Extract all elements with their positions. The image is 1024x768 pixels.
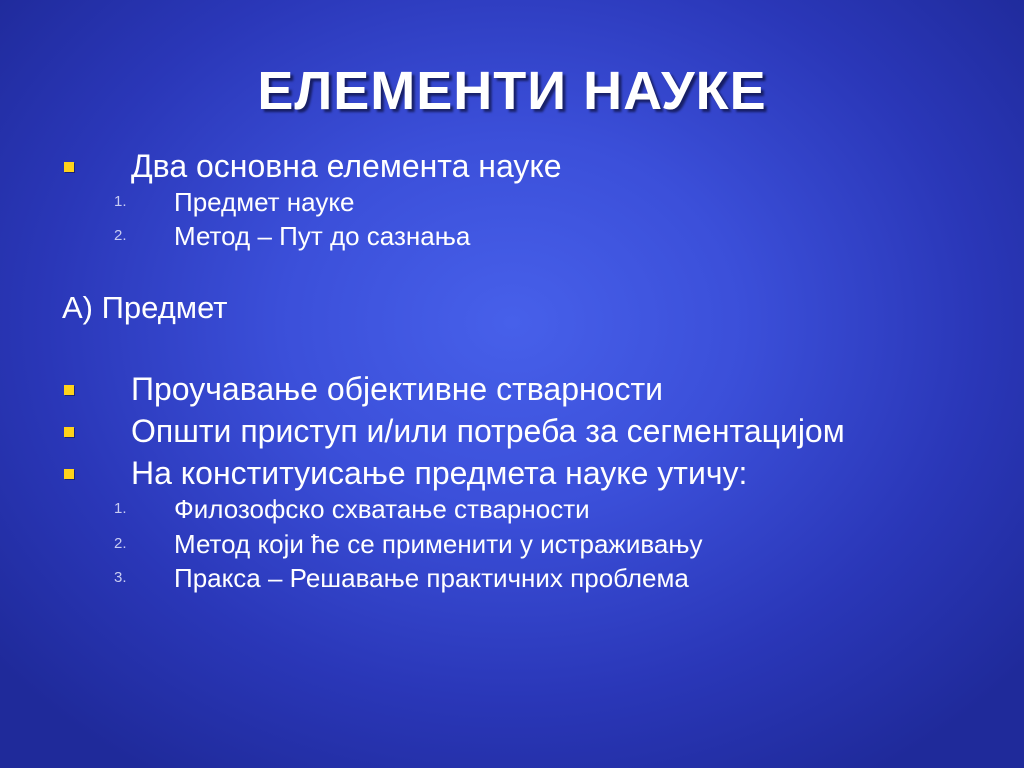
slide-title: ЕЛЕМЕНТИ НАУКЕ <box>257 61 767 121</box>
bullet-text: Два основна елемента науке <box>131 148 562 184</box>
square-bullet-icon <box>64 427 74 437</box>
item-number: 2. <box>114 227 127 244</box>
item-number: 2. <box>114 535 127 552</box>
bullet-text: Проучавање објективне стварности <box>131 371 663 407</box>
square-bullet-icon <box>64 385 74 395</box>
item-text: Метод који ће се применити у истраживању <box>174 529 703 559</box>
item-number: 1. <box>114 193 127 210</box>
square-bullet-icon <box>64 469 74 479</box>
item-text: Пракса – Решавање практичних проблема <box>174 563 689 593</box>
bullet-text: На конституисање предмета науке утичу: <box>131 455 748 491</box>
bullet-text: Општи приступ и/или потреба за сегментацијом <box>131 413 845 449</box>
square-bullet-icon <box>64 162 74 172</box>
item-number: 1. <box>114 500 127 517</box>
item-text: Предмет науке <box>174 187 355 217</box>
section-heading: А) Предмет <box>62 290 228 325</box>
item-text: Филозофско схватање стварности <box>174 494 590 524</box>
item-number: 3. <box>114 569 127 586</box>
item-text: Метод – Пут до сазнања <box>174 221 471 251</box>
